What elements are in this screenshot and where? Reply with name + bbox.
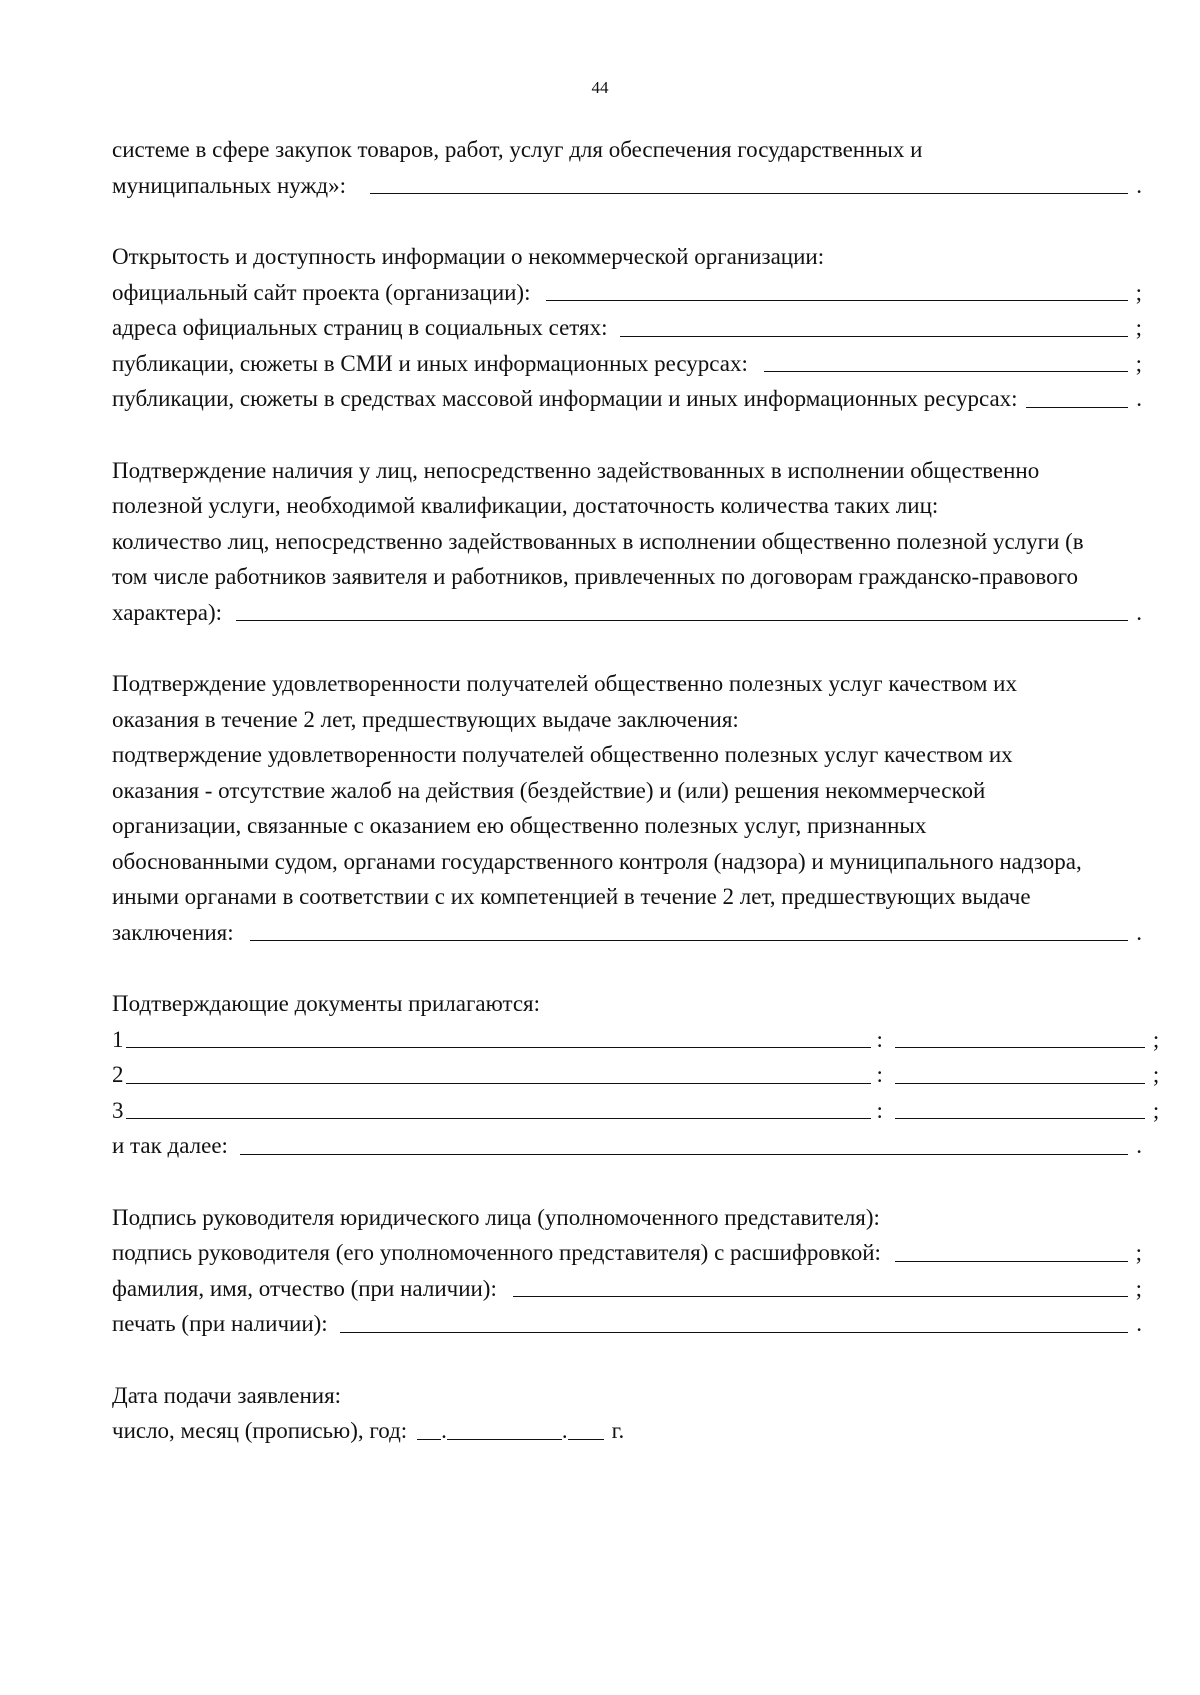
fio-field[interactable] — [513, 1296, 1128, 1297]
intro-line-1: системе в сфере закупок товаров, работ, услуг для обеспечения государственных и — [112, 137, 923, 162]
documents-etc-field[interactable] — [240, 1154, 1128, 1155]
satisfaction-line-2: оказания в течение 2 лет, предшествующих выдаче заключения: — [112, 706, 739, 732]
document-1-name-field[interactable] — [126, 1047, 871, 1048]
document-3-pages-field[interactable] — [895, 1118, 1145, 1119]
openness-heading: Открытость и доступность информации о некоммерческой организации: — [112, 244, 825, 269]
social-pages-row: адреса официальных страниц в социальных сетях: ; — [112, 315, 1142, 340]
satisfaction-line-3: подтверждение удовлетворенности получателей общественно полезных услуг качеством их — [112, 742, 1013, 767]
document-row-3: 3 : ; — [112, 1097, 1160, 1123]
media-field[interactable] — [764, 371, 1128, 372]
satisfaction-line-4: оказания - отсутствие жалоб на действия (бездействие) и (или) решения некоммерческой — [112, 777, 986, 803]
media-full-field[interactable] — [1026, 407, 1129, 408]
satisfaction-field[interactable] — [250, 940, 1129, 941]
media-row: публикации, сюжеты в СМИ и иных информационных ресурсах: ; — [112, 350, 1142, 376]
satisfaction-line-8: заключения: . — [112, 919, 1142, 945]
social-pages-field[interactable] — [620, 336, 1128, 337]
intro-line-2: муниципальных нужд»: . — [112, 172, 1142, 198]
media-full-row: публикации, сюжеты в средствах массовой информации и иных информационных ресурсах: . — [112, 386, 1142, 411]
documents-etc-row: и так далее: . — [112, 1133, 1142, 1158]
date-day-field[interactable] — [417, 1439, 441, 1440]
official-site-field[interactable] — [546, 300, 1127, 301]
satisfaction-line-1: Подтверждение удовлетворенности получателей общественно полезных услуг качеством их — [112, 671, 1017, 696]
document-row-2: 2 : ; — [112, 1062, 1160, 1087]
qualification-line-4: том числе работников заявителя и работников, привлеченных по договорам гражданско-правового — [112, 564, 1078, 589]
stamp-row: печать (при наличии): . — [112, 1311, 1142, 1336]
stamp-field[interactable] — [340, 1332, 1129, 1333]
fio-row: фамилия, имя, отчество (при наличии): ; — [112, 1275, 1142, 1301]
satisfaction-line-6: обоснованными судом, органами государственного контроля (надзора) и муниципального надзора, — [112, 848, 1082, 874]
date-month-field[interactable] — [447, 1439, 562, 1440]
official-site-row: официальный сайт проекта (организации): ; — [112, 279, 1142, 305]
signature-heading: Подпись руководителя юридического лица (уполномоченного представителя): — [112, 1204, 880, 1230]
documents-heading: Подтверждающие документы прилагаются: — [112, 991, 541, 1016]
qualification-line-1: Подтверждение наличия у лиц, непосредственно задействованных в исполнении общественно — [112, 457, 1040, 483]
satisfaction-line-7: иными органами в соответствии с их компетенцией в течение 2 лет, предшествующих выдаче — [112, 884, 1031, 909]
page-number: 44 — [591, 78, 609, 97]
qualification-line-5: характера): . — [112, 599, 1142, 625]
date-row: число, месяц (прописью), год: . . г. — [112, 1418, 625, 1443]
procurement-field[interactable] — [370, 193, 1128, 194]
signature-field[interactable] — [895, 1261, 1128, 1262]
qualification-line-2: полезной услуги, необходимой квалификации, достаточность количества таких лиц: — [112, 493, 939, 518]
form-content — [112, 132, 1160, 1449]
date-year-field[interactable] — [568, 1439, 604, 1440]
qualification-line-3: количество лиц, непосредственно задействованных в исполнении общественно полезной услуги (в — [112, 528, 1084, 554]
document-2-name-field[interactable] — [126, 1083, 871, 1084]
document-row-1: 1 : ; — [112, 1026, 1160, 1052]
signature-row: подпись руководителя (его уполномоченного представителя) с расшифровкой: ; — [112, 1240, 1142, 1265]
date-heading: Дата подачи заявления: — [112, 1382, 342, 1408]
satisfaction-line-5: организации, связанные с оказанием ею общественно полезных услуг, признанных — [112, 813, 927, 838]
document-3-name-field[interactable] — [126, 1118, 871, 1119]
staff-count-field[interactable] — [236, 620, 1128, 621]
document-2-pages-field[interactable] — [895, 1083, 1145, 1084]
document-1-pages-field[interactable] — [895, 1047, 1145, 1048]
